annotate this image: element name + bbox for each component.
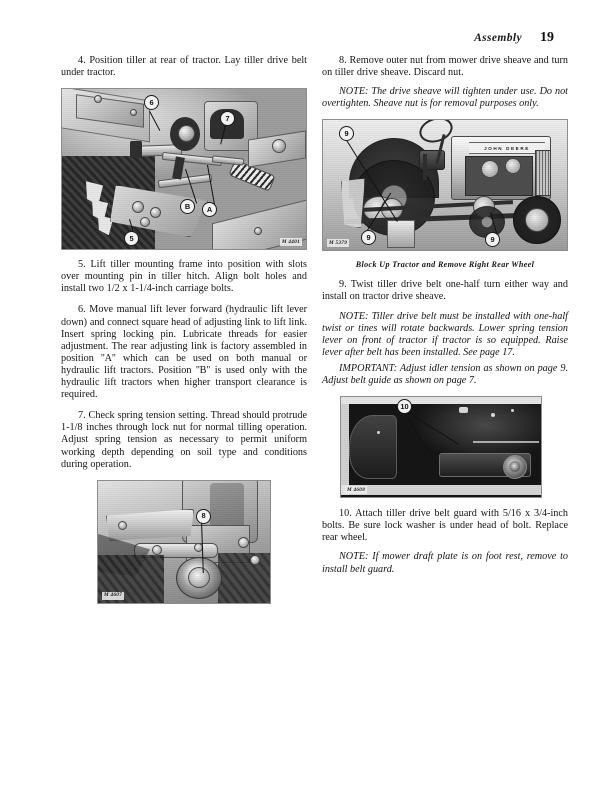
- figure-label-hitch: M 4401: [281, 238, 300, 245]
- note-label: NOTE:: [339, 86, 369, 98]
- section-title: Assembly: [474, 32, 522, 44]
- step-4-paragraph: 4. Position tiller at rear of tractor. Lay tiller drive belt under tractor.: [61, 55, 307, 79]
- bolt-head: [118, 521, 127, 530]
- bolt-highlight: [459, 407, 468, 413]
- callout-balloon-9-left: 9: [361, 230, 376, 245]
- note-text: Tiller drive belt must be installed with one-half twist or tines will rotate backwards. Lower spring tension lever on front of tractor if tractor is so equipped. Raise lever after belt has been installed. See page 17.: [322, 310, 568, 358]
- bolt-head: [250, 555, 260, 565]
- john-deere-decal: JOHN DEERE: [469, 142, 545, 154]
- note-label: NOTE:: [339, 551, 369, 563]
- callout-balloon-8: 8: [196, 509, 211, 524]
- note-text: The drive sheave will tighten under use. Do not overtighten. Sheave nut is for removal purposes only.: [322, 86, 568, 110]
- bolt-head: [152, 545, 162, 555]
- step-7-paragraph: 7. Check spring tension setting. Thread should protrude 1-1/8 inches through lock nut for normal tilling operation. Adjust spring tension as necessary to permit uniform working depth depending on soil type and conditions during operation.: [61, 410, 307, 470]
- figure-label-sheave: M 4607: [104, 592, 123, 599]
- important-label: IMPORTANT:: [339, 362, 398, 374]
- figure-drive-sheave: [97, 480, 271, 604]
- square-head: [130, 141, 142, 158]
- figure-caption-tractor: Block Up Tractor and Remove Right Rear Wheel: [355, 260, 535, 270]
- running-head: [474, 30, 554, 46]
- callout-balloon-a: A: [202, 202, 217, 217]
- note-text: If mower draft plate is on foot rest, remove to install belt guard.: [322, 551, 568, 575]
- bottom-edge-band: [341, 485, 541, 495]
- engine-block: [465, 156, 533, 196]
- figure-tiller-hitch: [61, 88, 307, 250]
- callout-balloon-7: 7: [220, 111, 235, 126]
- note-8-paragraph: [322, 86, 568, 110]
- wheel-shadow: [349, 415, 397, 479]
- callout-balloon-9-right: 9: [485, 232, 500, 247]
- seat-post: [423, 154, 427, 180]
- step-6-paragraph: 6. Move manual lift lever forward (hydraulic lift lever down) and connect square head of adjusting link to lift link. Insert spring locking pin. Lubricate threads for easier adjustment. The rear adjusting link is factory assembled in position ''A'' which can be used on both manual or hydraulic lift tractors. Position ''B'' is used only with the hydraulic lift tractors when higher transport clearance is required.: [61, 304, 307, 401]
- left-edge-band: [341, 403, 349, 495]
- top-edge-band: [341, 397, 541, 404]
- left-column: [61, 55, 307, 613]
- hood-grill: [535, 150, 551, 196]
- figure-belt-guard: [340, 396, 542, 498]
- step-10-paragraph: 10. Attach tiller drive belt guard with 5/16 x 3/4-inch bolts. Be sure lock washer is under head of bolt. Replace rear wheel.: [322, 508, 568, 544]
- bolt-head: [238, 537, 249, 548]
- soil-area: [218, 553, 270, 603]
- callout-balloon-6: 6: [144, 95, 159, 110]
- callout-balloon-10: 10: [397, 399, 412, 414]
- step-9-paragraph: 9. Twist tiller drive belt one-half turn either way and install on tractor drive sheave.: [322, 279, 568, 303]
- figure-label-tractor: M 5379: [329, 239, 348, 246]
- figure-tractor-blocked-up: [322, 119, 568, 251]
- edge-line: [473, 441, 539, 442]
- note-10-paragraph: [322, 551, 568, 575]
- important-9-paragraph: [322, 363, 568, 387]
- support-block: [387, 220, 415, 248]
- sheave-hub: [188, 567, 210, 588]
- note-label: NOTE:: [339, 310, 369, 322]
- page-number: 19: [540, 30, 554, 45]
- figure-label-guard: M 4608: [347, 486, 366, 493]
- right-column: [322, 55, 568, 585]
- note-9-paragraph: [322, 311, 568, 359]
- callout-balloon-b: B: [180, 199, 195, 214]
- callout-balloon-9-top: 9: [339, 126, 354, 141]
- step-5-paragraph: 5. Lift tiller mounting frame into position with slots over mounting pin in tiller hitch. Align bolt holes and install two 1/2 x 1-1/4-inch carriage bolts.: [61, 259, 307, 295]
- step-8-paragraph: 8. Remove outer nut from mower drive sheave and turn on tiller drive sheave. Discard nut.: [322, 55, 568, 79]
- callout-balloon-5: 5: [124, 231, 139, 246]
- important-text: Adjust idler tension as shown on page 9. Adjust belt guide as shown on page 7.: [322, 362, 568, 387]
